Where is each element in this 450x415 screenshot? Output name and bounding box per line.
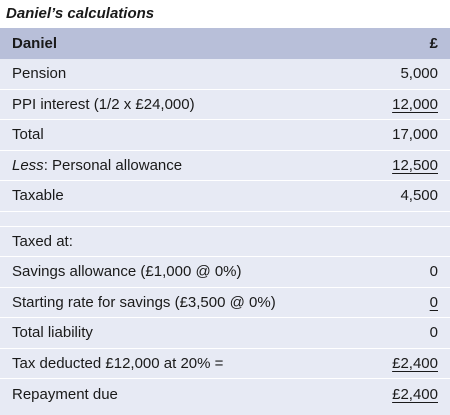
row-label: Total (12, 126, 44, 144)
row-label: Total liability (12, 324, 93, 342)
table-row (0, 379, 450, 410)
row-label: Taxable (12, 187, 64, 205)
table-row (0, 151, 450, 182)
table-row (0, 120, 450, 151)
row-label (12, 157, 182, 174)
row-value: 12,000 (392, 95, 438, 113)
table-row (0, 288, 450, 319)
row-value: 12,500 (392, 156, 438, 174)
row-label: PPI interest (1/2 x £24,000) (12, 95, 195, 113)
table-row (0, 257, 450, 288)
row-label: Pension (12, 65, 67, 83)
row-value: 0 (429, 293, 438, 311)
table-row-spacer (0, 212, 450, 227)
row-label-prefix: Less (12, 156, 44, 174)
table-row (0, 90, 450, 121)
row-value: 0 (429, 263, 438, 281)
table-title: Daniel’s calculations (6, 5, 155, 22)
calculation-table (0, 59, 450, 415)
row-value: 0 (429, 324, 438, 342)
row-label: Starting rate for savings (£3,500 @ 0%) (12, 293, 276, 311)
row-label: Repayment due (12, 385, 118, 403)
table-row (0, 181, 450, 212)
row-value: 17,000 (392, 126, 438, 144)
row-value: 5,000 (400, 65, 438, 83)
table-row (0, 349, 450, 380)
row-value: £2,400 (392, 354, 438, 372)
table-row (0, 227, 450, 258)
table-header (0, 28, 450, 59)
table-row (0, 318, 450, 349)
header-name: Daniel (12, 35, 58, 52)
table-row (0, 59, 450, 90)
header-currency: £ (429, 35, 438, 52)
row-label: Savings allowance (£1,000 @ 0%) (12, 263, 242, 281)
row-label: Tax deducted £12,000 at 20% = (12, 354, 224, 372)
row-value: 4,500 (400, 187, 438, 205)
row-value: £2,400 (392, 385, 438, 403)
row-label-rest: : Personal allowance (43, 156, 183, 174)
row-label: Taxed at: (12, 232, 73, 250)
